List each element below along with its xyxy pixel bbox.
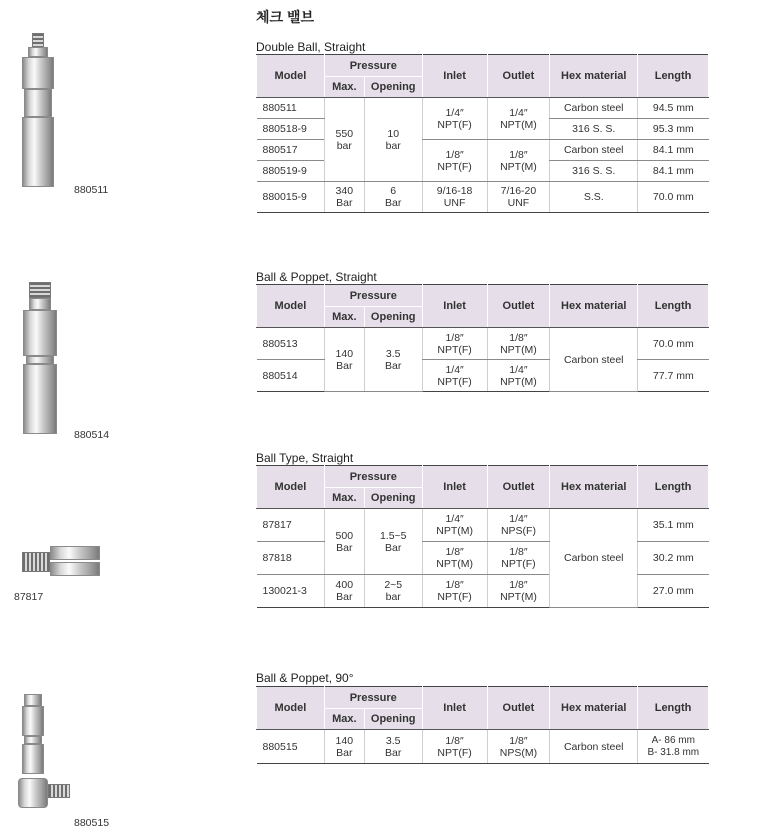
header-model: Model: [257, 55, 325, 98]
header-length: Length: [638, 55, 709, 98]
header-length: Length: [638, 687, 709, 730]
cell-outlet: 1/8″ NPS(M): [487, 730, 550, 764]
cell-model: 87817: [257, 509, 325, 542]
header-pressure: Pressure: [324, 687, 422, 709]
cell-inlet: 1/8″ NPT(F): [422, 328, 487, 360]
header-inlet: Inlet: [422, 285, 487, 328]
cell-length: 70.0 mm: [638, 182, 709, 213]
cell-outlet: 1/4″ NPT(M): [487, 98, 550, 140]
cell-model: 880513: [257, 328, 325, 360]
spec-table-ball-poppet-straight: [256, 284, 709, 392]
cell-hex: Carbon steel: [550, 140, 638, 161]
header-max: Max.: [324, 488, 364, 509]
header-model: Model: [257, 285, 325, 328]
cell-length: 84.1 mm: [638, 161, 709, 182]
cell-max: 140 Bar: [324, 730, 364, 764]
cell-max: 340 Bar: [324, 182, 364, 213]
cell-model: 130021-3: [257, 575, 325, 608]
cell-max: 140 Bar: [324, 328, 364, 392]
cell-hex: Carbon steel: [550, 730, 638, 764]
cell-max: 400 Bar: [324, 575, 364, 608]
cell-outlet: 1/4″ NPT(M): [487, 360, 550, 392]
cell-opening: 2~5 bar: [364, 575, 422, 608]
cell-length: A- 86 mm B- 31.8 mm: [638, 730, 709, 764]
cell-opening: 3.5 Bar: [364, 328, 422, 392]
header-max: Max.: [324, 709, 364, 730]
header-outlet: Outlet: [487, 55, 550, 98]
header-pressure: Pressure: [324, 285, 422, 307]
valve-image-880511: [18, 33, 58, 188]
cell-length: 35.1 mm: [638, 509, 709, 542]
header-hex-material: Hex material: [550, 55, 638, 98]
header-length: Length: [638, 285, 709, 328]
header-opening: Opening: [364, 77, 422, 98]
cell-inlet: 1/8″ NPT(M): [422, 542, 487, 575]
cell-opening: 1.5~5 Bar: [364, 509, 422, 575]
header-opening: Opening: [364, 709, 422, 730]
cell-inlet: 1/8″ NPT(F): [422, 575, 487, 608]
cell-model: 87818: [257, 542, 325, 575]
image-caption-87817: 87817: [14, 591, 44, 603]
cell-inlet: 1/4″ NPT(F): [422, 98, 487, 140]
image-caption-880514: 880514: [74, 429, 110, 441]
cell-length: 84.1 mm: [638, 140, 709, 161]
cell-model: 880514: [257, 360, 325, 392]
section-title-double-ball: Double Ball, Straight: [256, 40, 366, 54]
header-pressure: Pressure: [324, 55, 422, 77]
cell-hex: S.S.: [550, 182, 638, 213]
cell-hex: Carbon steel: [550, 509, 638, 608]
cell-length: 70.0 mm: [638, 328, 709, 360]
section-title-ball-type-straight: Ball Type, Straight: [256, 451, 354, 465]
section-title-ball-poppet-90: Ball & Poppet, 90°: [256, 671, 354, 685]
cell-inlet: 1/8″ NPT(F): [422, 730, 487, 764]
header-max: Max.: [324, 307, 364, 328]
header-inlet: Inlet: [422, 55, 487, 98]
cell-opening: 3.5 Bar: [364, 730, 422, 764]
cell-max: 550 bar: [324, 98, 364, 182]
header-outlet: Outlet: [487, 687, 550, 730]
cell-inlet: 1/4″ NPT(M): [422, 509, 487, 542]
cell-hex: 316 S. S.: [550, 161, 638, 182]
cell-length: 27.0 mm: [638, 575, 709, 608]
header-opening: Opening: [364, 307, 422, 328]
cell-outlet: 1/8″ NPT(F): [487, 542, 550, 575]
cell-model: 880517: [257, 140, 325, 161]
header-outlet: Outlet: [487, 285, 550, 328]
cell-inlet: 9/16-18 UNF: [422, 182, 487, 213]
cell-outlet: 1/4″ NPS(F): [487, 509, 550, 542]
header-hex-material: Hex material: [550, 466, 638, 509]
header-length: Length: [638, 466, 709, 509]
cell-outlet: 1/8″ NPT(M): [487, 140, 550, 182]
cell-opening: 6 Bar: [364, 182, 422, 213]
cell-hex: 316 S. S.: [550, 119, 638, 140]
cell-outlet: 1/8″ NPT(M): [487, 575, 550, 608]
header-inlet: Inlet: [422, 687, 487, 730]
cell-hex: Carbon steel: [550, 328, 638, 392]
image-caption-880511: 880511: [74, 184, 109, 196]
header-max: Max.: [324, 77, 364, 98]
valve-image-880514: [20, 282, 60, 434]
spec-table-double-ball: [256, 54, 709, 213]
header-opening: Opening: [364, 488, 422, 509]
cell-length: 30.2 mm: [638, 542, 709, 575]
header-hex-material: Hex material: [550, 285, 638, 328]
valve-image-87817: [22, 543, 106, 579]
cell-outlet: 7/16-20 UNF: [487, 182, 550, 213]
header-model: Model: [257, 466, 325, 509]
cell-max: 500 Bar: [324, 509, 364, 575]
cell-model: 880015-9: [257, 182, 325, 213]
cell-inlet: 1/8″ NPT(F): [422, 140, 487, 182]
cell-length: 77.7 mm: [638, 360, 709, 392]
cell-opening: 10 bar: [364, 98, 422, 182]
header-model: Model: [257, 687, 325, 730]
spec-table-ball-poppet-90: [256, 686, 709, 764]
cell-model: 880519-9: [257, 161, 325, 182]
cell-length: 95.3 mm: [638, 119, 709, 140]
header-pressure: Pressure: [324, 466, 422, 488]
header-inlet: Inlet: [422, 466, 487, 509]
page-title: 체크 밸브: [256, 9, 314, 25]
cell-inlet: 1/4″ NPT(F): [422, 360, 487, 392]
cell-length: 94.5 mm: [638, 98, 709, 119]
cell-model: 880515: [257, 730, 325, 764]
header-hex-material: Hex material: [550, 687, 638, 730]
header-outlet: Outlet: [487, 466, 550, 509]
cell-outlet: 1/8″ NPT(M): [487, 328, 550, 360]
cell-model: 880511: [257, 98, 325, 119]
valve-image-880515: [16, 694, 76, 819]
cell-hex: Carbon steel: [550, 98, 638, 119]
section-title-ball-poppet-straight: Ball & Poppet, Straight: [256, 270, 377, 284]
cell-model: 880518-9: [257, 119, 325, 140]
spec-table-ball-type-straight: [256, 465, 709, 608]
image-caption-880515: 880515: [74, 817, 110, 829]
